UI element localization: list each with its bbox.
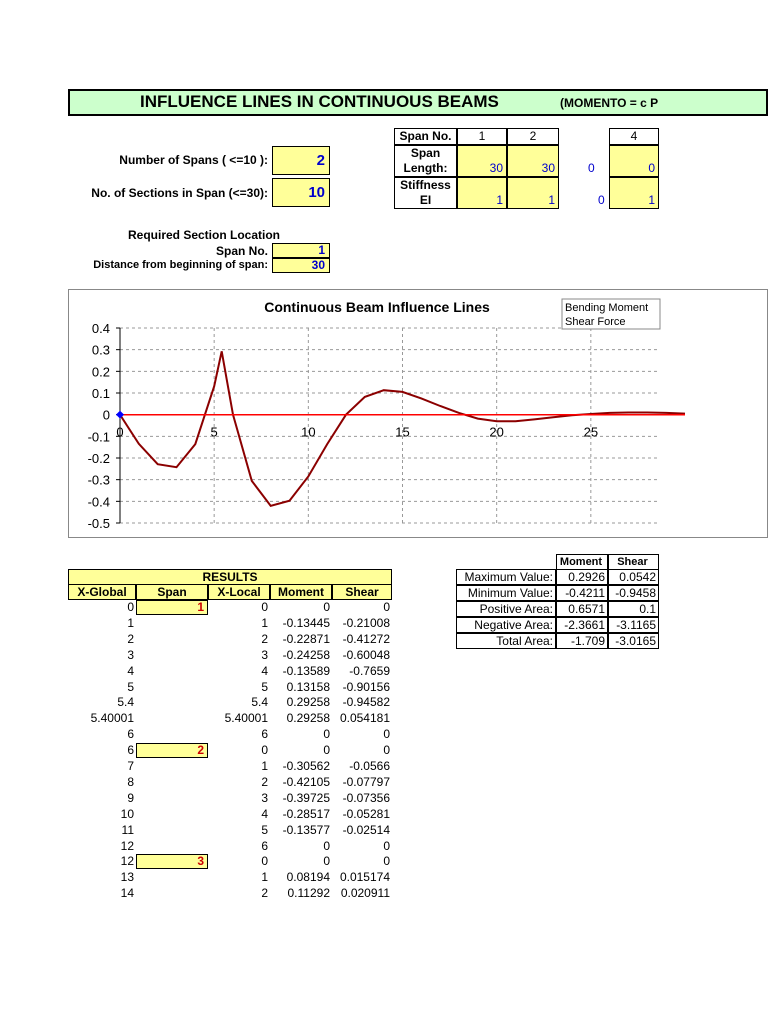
y-tick-label: -0.1 — [87, 429, 110, 445]
cell-x-local: 5.40001 — [224, 711, 268, 726]
cell-x-local: 2 — [261, 774, 268, 789]
page-title: INFLUENCE LINES IN CONTINUOUS BEAMS — [140, 92, 499, 111]
num-spans-label: Number of Spans ( <=10 ): — [119, 153, 268, 167]
cell-x-global: 6 — [127, 727, 134, 742]
cell-x-global: 5.40001 — [90, 711, 134, 726]
y-tick-label: -0.3 — [87, 472, 110, 488]
cell-moment: 0 — [323, 838, 330, 853]
cell-x-global: 4 — [127, 663, 134, 678]
stiffness-label-1: Stiffness — [400, 178, 451, 192]
span-1-ei[interactable]: 1 — [457, 177, 507, 209]
span-no-label: Span No. — [215, 244, 268, 258]
cell-moment: 0 — [323, 600, 330, 614]
cell-x-local: 1 — [261, 615, 268, 630]
y-tick-label: -0.5 — [87, 516, 110, 531]
span-4-ei[interactable]: 1 — [609, 177, 659, 209]
chart-labels — [88, 321, 598, 531]
header-x-local: X-Local — [208, 584, 270, 600]
cell-x-local: 4 — [261, 663, 268, 678]
cell-moment: -0.24258 — [282, 647, 330, 662]
span-3-length[interactable]: 0 — [588, 161, 595, 175]
span-length-label-1: Span — [410, 146, 441, 160]
span-2-ei[interactable]: 1 — [507, 177, 559, 209]
cell-x-global: 1 — [127, 615, 134, 630]
cell-x-global: 6 — [127, 743, 134, 758]
cell-x-local: 6 — [261, 838, 268, 853]
cell-x-local: 1 — [261, 870, 268, 885]
cell-shear: 0 — [383, 838, 390, 853]
cell-span[interactable]: 3 — [136, 854, 208, 869]
span-3-ei[interactable]: 0 — [598, 193, 605, 207]
cell-shear: 0 — [383, 600, 390, 614]
cell-moment: 0.08194 — [286, 870, 330, 885]
cell-shear: -0.60048 — [342, 647, 390, 662]
cell-shear: 0.020911 — [340, 886, 390, 901]
cell-x-local: 5.4 — [251, 695, 268, 710]
cell-x-global: 12 — [120, 838, 134, 853]
cell-shear: 0.054181 — [339, 711, 390, 726]
span-col-2-no: 2 — [507, 128, 559, 145]
cell-x-local: 4 — [261, 806, 268, 821]
y-tick-label: 0.1 — [91, 386, 110, 401]
stats-label: Minimum Value: — [456, 585, 556, 601]
cell-x-global: 5 — [127, 679, 134, 694]
required-section-label: Required Section Location — [127, 228, 280, 242]
cell-x-global: 8 — [127, 774, 134, 789]
cell-x-global: 14 — [120, 886, 134, 901]
stats-moment: -0.4211 — [556, 585, 608, 601]
title-note: (MOMENTO = c P — [560, 96, 659, 110]
span-4-length[interactable]: 0 — [609, 145, 659, 177]
stats-shear: 0.0542 — [608, 569, 659, 585]
y-tick-label: -0.2 — [87, 451, 110, 466]
span-col-4-no: 4 — [609, 128, 659, 145]
cell-moment: 0 — [323, 743, 330, 758]
cell-shear: -0.90156 — [342, 679, 390, 694]
x-tick-label: 25 — [583, 424, 599, 440]
cell-shear: 0 — [383, 854, 390, 869]
y-tick-label: 0.2 — [91, 364, 110, 380]
cell-x-local: 1 — [261, 759, 268, 773]
results-title: RESULTS — [68, 569, 392, 585]
cell-x-local: 6 — [261, 727, 268, 742]
cell-shear: 0 — [383, 743, 390, 758]
cell-x-global: 3 — [127, 647, 134, 662]
header-span: Span — [136, 584, 208, 600]
cell-x-global: 2 — [127, 631, 134, 646]
stats-shear: -3.1165 — [608, 617, 659, 633]
y-tick-label: -0.4 — [87, 494, 110, 510]
num-spans-input[interactable]: 2 — [272, 146, 330, 175]
cell-x-global: 5.4 — [117, 695, 134, 710]
cell-moment: -0.13445 — [282, 615, 330, 630]
cell-shear: -0.7659 — [349, 663, 390, 678]
stats-header-moment: Moment — [556, 554, 608, 570]
distance-input[interactable]: 30 — [272, 258, 330, 273]
cell-x-local: 2 — [261, 886, 268, 901]
span-2-length[interactable]: 30 — [507, 145, 559, 177]
cell-moment: 0 — [323, 854, 330, 869]
cell-moment: -0.13589 — [282, 663, 330, 678]
header-shear: Shear — [332, 584, 392, 600]
cell-x-global: 11 — [121, 822, 134, 837]
cell-x-local: 2 — [261, 631, 268, 646]
legend-shear-force[interactable]: Shear Force — [565, 316, 626, 328]
cell-shear: -0.05281 — [342, 806, 390, 821]
stats-label: Maximum Value: — [456, 569, 556, 585]
cell-x-global: 9 — [127, 790, 134, 805]
cell-moment: 0.13158 — [286, 679, 330, 694]
stats-moment: 0.2926 — [556, 569, 608, 585]
cell-x-global: 13 — [120, 870, 134, 885]
cell-moment: -0.30562 — [282, 759, 330, 773]
x-tick-label: 15 — [395, 424, 410, 440]
stats-moment: 0.6571 — [556, 601, 608, 617]
distance-label: Distance from beginning of span: — [93, 259, 268, 271]
cell-x-global: 0 — [127, 600, 134, 614]
cell-moment: 0.29258 — [286, 711, 330, 726]
cell-span[interactable]: 1 — [136, 600, 208, 615]
cell-moment: -0.22871 — [282, 631, 330, 646]
cell-shear: -0.0566 — [349, 759, 390, 773]
cell-moment: -0.28517 — [282, 806, 330, 821]
cell-x-local: 0 — [261, 854, 268, 869]
cell-shear: -0.41272 — [342, 631, 390, 646]
stiffness-label-2: EI — [419, 193, 432, 207]
span-no-input[interactable]: 1 — [272, 243, 330, 258]
cell-shear: -0.21008 — [342, 615, 390, 630]
cell-moment: 0.29258 — [286, 695, 330, 710]
cell-moment: 0 — [323, 727, 330, 742]
y-tick-label: 0 — [102, 407, 110, 423]
cell-span[interactable]: 2 — [136, 743, 208, 758]
span-col-1-no: 1 — [457, 128, 507, 145]
stats-shear: 0.1 — [608, 601, 659, 617]
legend-bending-moment[interactable]: Bending Moment — [565, 302, 649, 314]
cell-shear: -0.94582 — [342, 695, 390, 710]
x-tick-label: 20 — [489, 424, 504, 440]
y-tick-label: 0.4 — [91, 321, 110, 336]
cell-shear: -0.07356 — [342, 790, 390, 805]
cell-moment: 0.11292 — [287, 886, 330, 901]
stats-shear: -3.0165 — [608, 633, 659, 649]
stats-moment: -1.709 — [556, 633, 608, 649]
cell-moment: -0.42105 — [282, 774, 330, 789]
cell-shear: 0 — [383, 727, 390, 742]
cell-x-global: 12 — [120, 854, 134, 869]
cell-shear: -0.07797 — [342, 774, 390, 789]
span-no-header: Span No. — [394, 128, 457, 145]
cell-shear: -0.02514 — [342, 822, 390, 837]
stats-label: Positive Area: — [456, 601, 556, 617]
num-sections-input[interactable]: 10 — [272, 178, 330, 207]
span-length-label-2: Length: — [403, 161, 448, 175]
span-1-length[interactable]: 30 — [457, 145, 507, 177]
header-x-global: X-Global — [68, 584, 136, 600]
cell-shear: 0.015174 — [339, 870, 390, 885]
stats-header-shear: Shear — [608, 554, 659, 570]
chart-title: Continuous Beam Influence Lines — [264, 299, 490, 315]
num-sections-label: No. of Sections in Span (<=30): — [91, 186, 268, 200]
x-tick-label: 5 — [210, 424, 218, 440]
cell-x-local: 5 — [261, 822, 268, 837]
cell-x-global: 7 — [127, 759, 134, 773]
x-tick-label: 0 — [116, 424, 124, 440]
cell-x-local: 0 — [261, 743, 268, 758]
cell-x-local: 3 — [261, 647, 268, 662]
cell-x-local: 0 — [261, 600, 268, 614]
y-tick-label: 0.3 — [91, 342, 110, 358]
cell-moment: -0.13577 — [282, 822, 330, 837]
cell-x-local: 5 — [261, 679, 268, 694]
cell-moment: -0.39725 — [282, 790, 330, 805]
header-moment: Moment — [270, 584, 332, 600]
x-tick-label: 10 — [301, 424, 316, 440]
cell-x-local: 3 — [261, 790, 268, 805]
cell-x-global: 10 — [120, 806, 134, 821]
stats-shear: -0.9458 — [608, 585, 659, 601]
stats-moment: -2.3661 — [556, 617, 608, 633]
stats-label: Total Area: — [456, 633, 556, 649]
stats-label: Negative Area: — [456, 617, 556, 633]
